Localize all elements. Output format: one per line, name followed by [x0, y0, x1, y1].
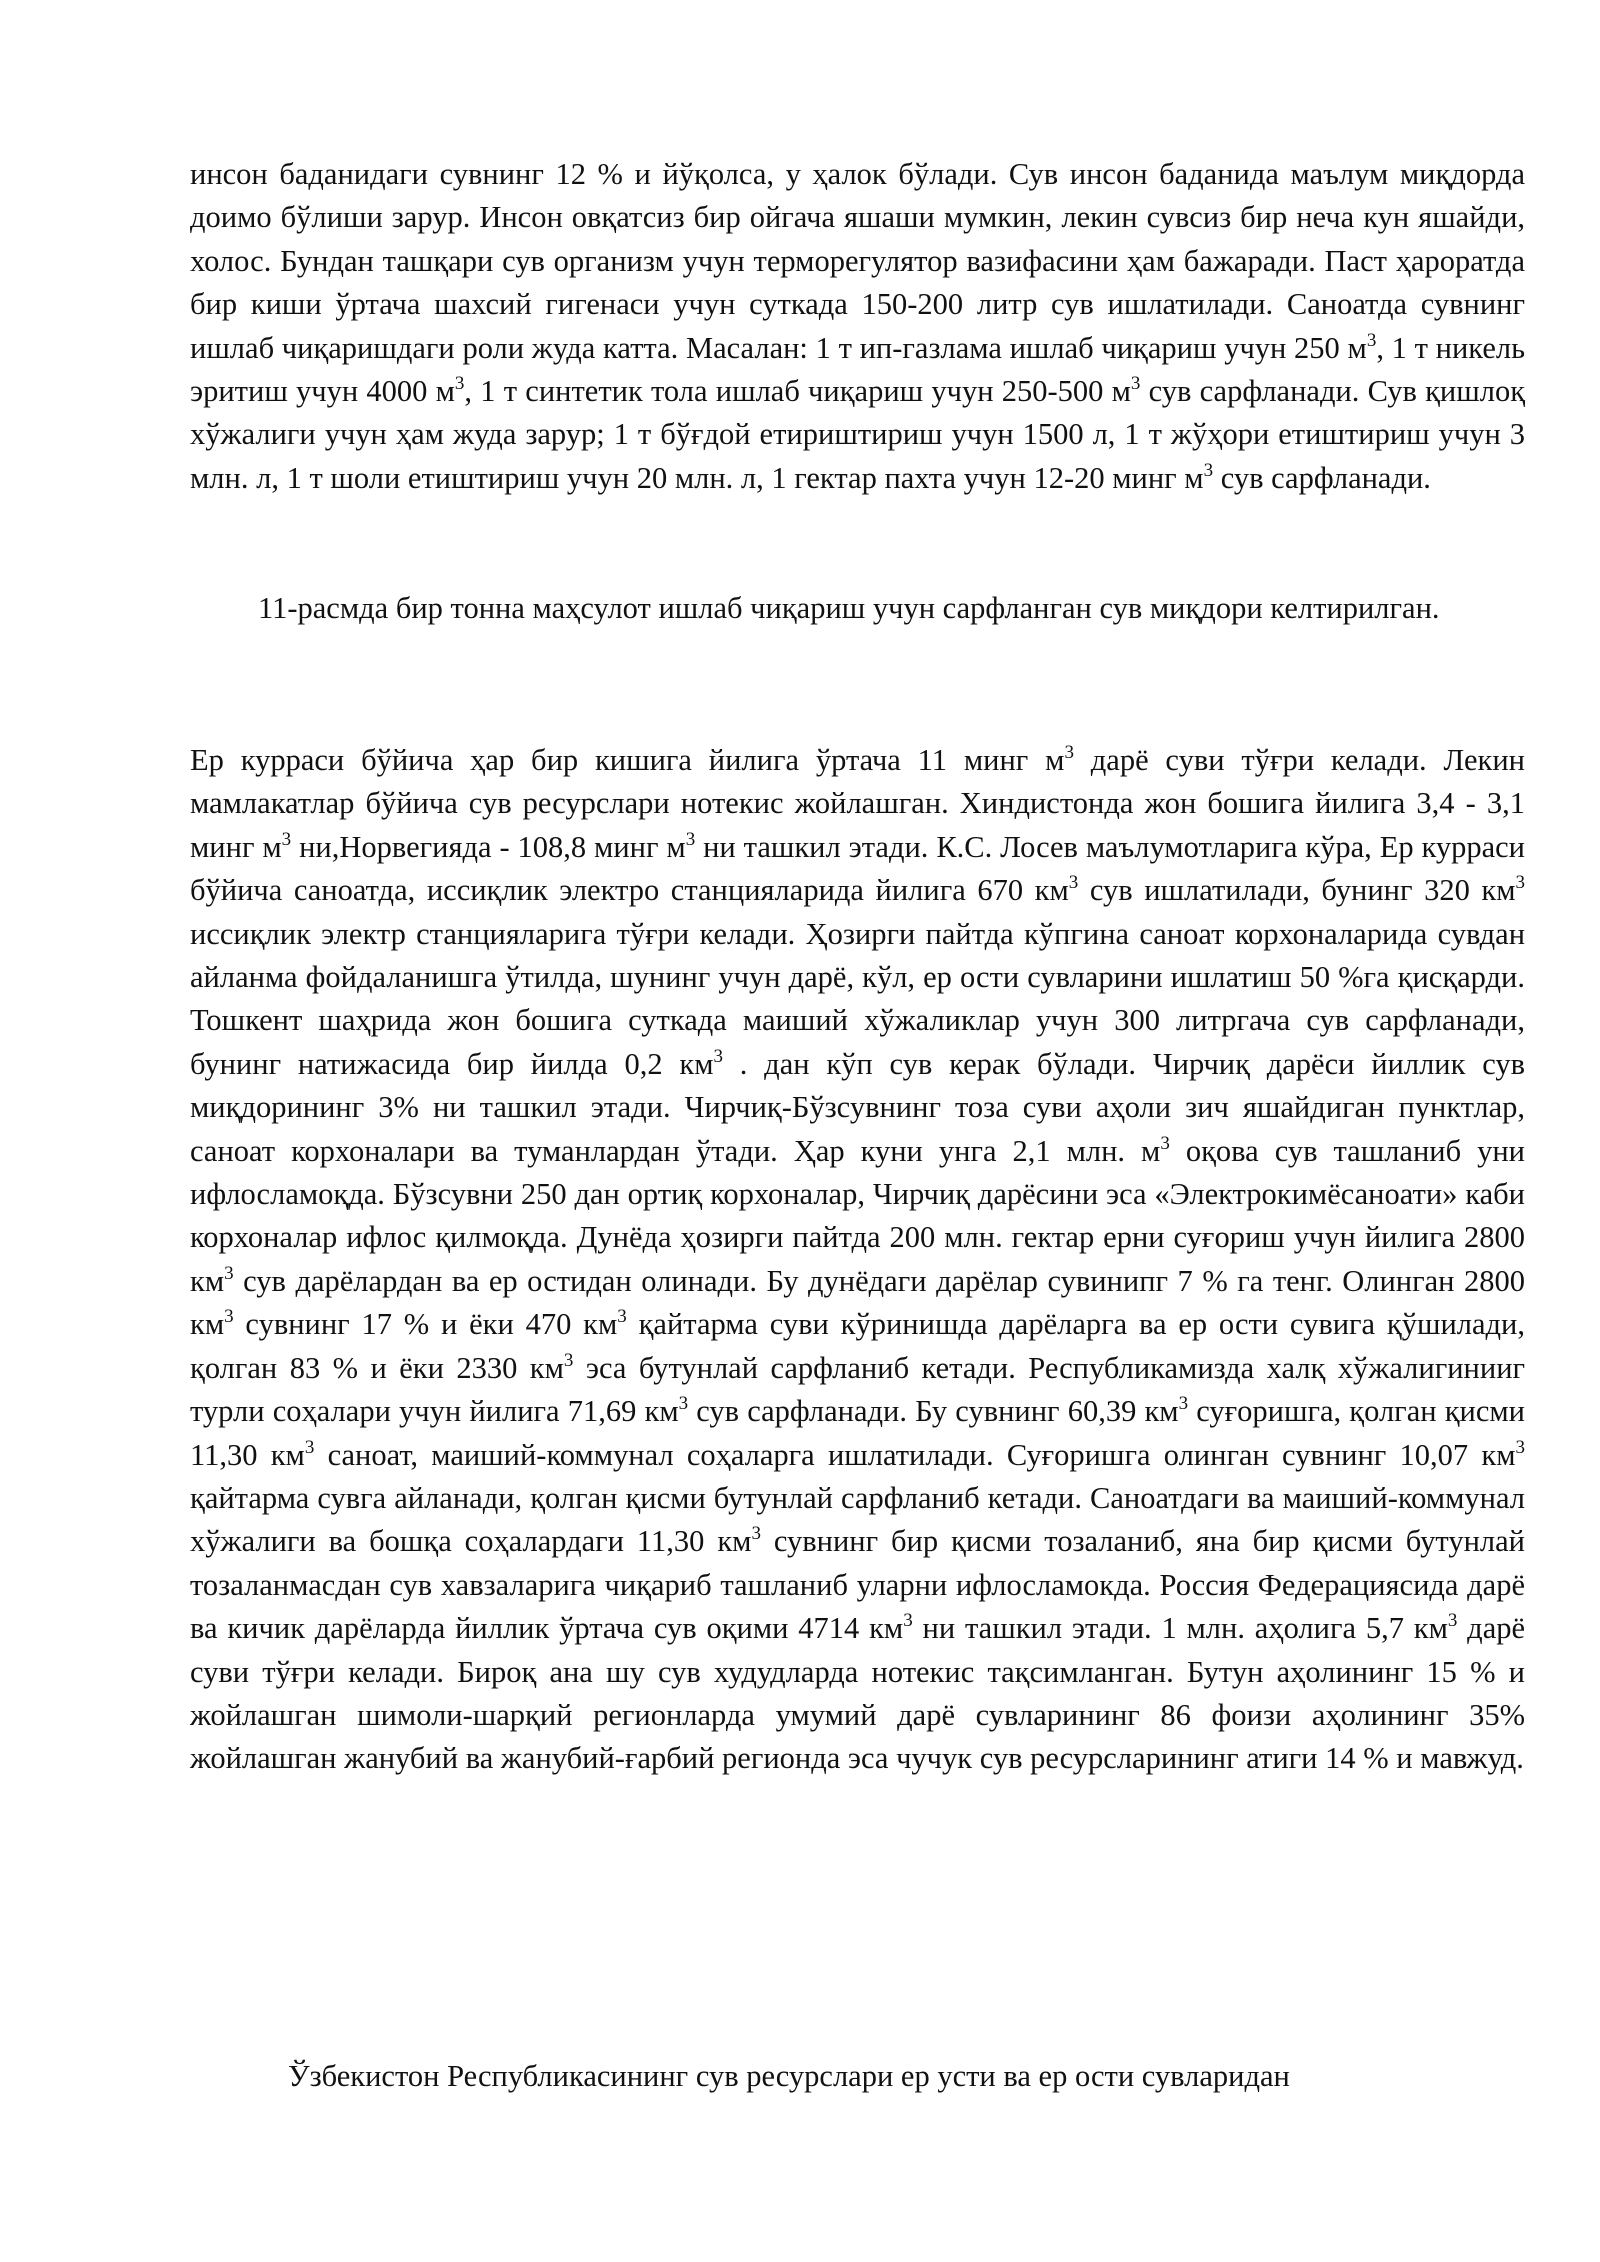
text-line: тақсимланган. Бутун аҳолининг 15 % и жойлашган шимоли-шарқий регионларда	[190, 1654, 1526, 1732]
text-line: дарёлардан ва ер остидан олинади. Бу дунёдаги дарёлар сувинипг 7 % га тенг.	[295, 1263, 1333, 1298]
text-line: сувнинг бир қисми тозаланиб, яна бир қисми бутунлай тозаланмасдан сув	[190, 1524, 1525, 1602]
text-line: учун 250-500 $м^3$ сув сарфланади. Сув қишлоқ хўжалиги учун ҳам жуда зарур; 1 т	[190, 373, 1526, 452]
text-line: ости сувларини ишлатиш 50 %га қисқарди. Тошкент шаҳрида жон бошига суткада	[190, 960, 1525, 1038]
text-line: иссиқлик электр станцияларига тўғри келади. Ҳозирги пайтда кўпгина саноат	[190, 916, 1225, 951]
paragraph-water-importance	[190, 153, 1525, 500]
text-line: Саноатдаги ва маиший-коммунал хўжалиги ва бошқа соҳалардаги 11,30 $км^3$	[190, 1480, 1525, 1559]
text-line: Хиндистонда жон бошига йилига 3,4 - 3,1 минг $м^3$ ни,Норвегияда - 108,8 минг $м^3$	[190, 786, 1525, 864]
text-line: маълум миқдорда доимо бўлиши зарур. Инсон овқатсиз бир ойгача яшаши	[190, 157, 1525, 235]
text-line: шахсий гигенаси учун суткада 150-200 литр сув ишлатилади. Саноатда сувнинг	[434, 287, 1526, 322]
text-line: пунктлар, саноат корхоналари ва туманлардан ўтади. Ҳар куни унга 2,1 млн. $м^3$	[190, 1090, 1525, 1168]
text-line: келади. Лекин мамлакатлар бўйича сув ресурслари нотекис жойлашган.	[190, 743, 1525, 821]
text-line: Ер курраси бўйича ҳар бир кишига йилига ўртача 11 минг $м^3$ дарё суви тўғри	[190, 742, 1315, 777]
text-line: корхоналарида сувдан айланма фойдаланишга ўтилда, шунинг учун дарё, кўл, ер	[190, 916, 1526, 995]
paragraph-figure-reference	[190, 587, 1525, 630]
paragraph-water-resources	[190, 739, 1525, 1781]
text-line: Ўзбекистон Республикасининг сув ресурслари ер усти ва ер ости сувларидан	[288, 2059, 1290, 2093]
text-line: хавзаларига чиқариб ташланиб уларни ифлосламокда. Россия Федерациясида дарё	[440, 1567, 1526, 1602]
text-line: 10,07 $км^3$ қайтарма сувга айланади, қолган қисми бутунлай сарфланиб кетади.	[190, 1436, 1526, 1515]
text-line: йилда 0,2 $км^3$ . дан кўп сув керак бўлади. Чирчиқ дарёси йиллик сув миқдорининг	[190, 1045, 1526, 1125]
text-line: ишлаб чиқаришдаги роли жуда катта. Масалан: 1 т ип-газлама ишлаб чиқариш	[190, 330, 1217, 365]
text-line: жанубий-ғарбий регионда эса чучук сув ресурсларининг атиги 14 % и мавжуд.	[500, 1741, 1524, 1776]
text-line: 11-расмда бир тонна маҳсулот ишлаб чиқариш учун сарфланган сув миқдори	[258, 591, 1263, 625]
text-line: оқова сув ташланиб уни ифлосламоқда. Бўзсувни 250 дан ортиқ корхоналар,	[190, 1133, 1526, 1212]
text-line: $км^3$ сув сарфланади. Бу сувнинг 60,39 $км^3$ суғоришга, қолган қисми 11,30 $км^3$	[190, 1393, 1526, 1472]
text-line: учун 250 $м^3$, 1 т никель эритиш учун 4000 $м^3$, 1 т синтетик тола ишлаб чиқариш	[190, 329, 1526, 409]
text-line: умумий дарё сувларининг 86 фоизи аҳолининг 35% жойлашган жанубий ва	[190, 1697, 1526, 1776]
text-line: саноат, маиший-коммунал соҳаларга ишлатилади. Суғоришга олинган сувнинг	[327, 1437, 1387, 1472]
text-line: 3% ни ташкил этади. Чирчиқ-Бўзсувнинг тоза суви аҳоли зич яшайдиган	[378, 1090, 1385, 1125]
text-line: мумкин, лекин сувсиз бир неча кун яшайди, холос. Бундан ташқари сув организм	[190, 200, 1526, 278]
text-line: ни ташкил этади. К.С. Лосев маълумотларига кўра, Ер курраси бўйича саноатда,	[190, 829, 1526, 908]
paragraph-uzbekistan-resources	[190, 2055, 1525, 2098]
text-line: ва ер ости сувига қўшилади, қолган 83 % и ёки 2330 $км^3$ эса бутунлай сарфланиб	[190, 1307, 1525, 1385]
text-line: Дунёда ҳозирги пайтда 200 млн. гектар ерни суғориш учун йилига 2800 $км^3$ сув	[190, 1220, 1526, 1298]
text-line: Чирчиқ дарёсини эса «Электрокимёсаноати» каби корхоналар ифлос қилмоқда.	[190, 1177, 1525, 1255]
text-line: Олинган 2800 $км^3$ сувнинг 17 % и ёки 470 $км^3$ қайтарма суви кўринишда дарёларга	[190, 1263, 1526, 1342]
text-line: келтирилган.	[1270, 591, 1440, 625]
text-line: бўғдой етириштириш учун 1500 л, 1 т жўҳори етиштириш учун 3 млн. л, 1 т шоли	[190, 417, 1525, 495]
text-line: кетади. Республикамизда халқ хўжалигинииг турли соҳалари учун йилига 71,69	[190, 1350, 1526, 1429]
text-line: маиший хўжаликлар учун 300 литргача сув сарфланади, бунинг натижасида бир	[190, 1003, 1525, 1081]
text-line: аҳолига 5,7 $км^3$ дарё суви тўғри келади. Бироқ ана шу сув худудларда нотекис	[190, 1610, 1526, 1689]
text-line: иссиқлик электро станцияларида йилига 670 $км^3$ сув ишлатилади, бунинг 320 $км^3$	[426, 872, 1526, 908]
text-line: етиштириш учун 20 млн. л, 1 гектар пахта учун 12-20 минг $м^3$ сув сарфланади.	[407, 459, 1431, 495]
text-line: ва кичик дарёларда йиллик ўртача сув оқими 4714 $км^3$ ни ташкил этади. 1 млн.	[190, 1610, 1245, 1646]
text-line: инсон баданидаги сувнинг 12 % и йўқолса, у ҳалок бўлади. Сув инсон баданида	[190, 157, 1279, 191]
text-line: учун терморегулятор вазифасини ҳам бажаради. Паст ҳароратда бир киши ўртача	[190, 243, 1525, 322]
